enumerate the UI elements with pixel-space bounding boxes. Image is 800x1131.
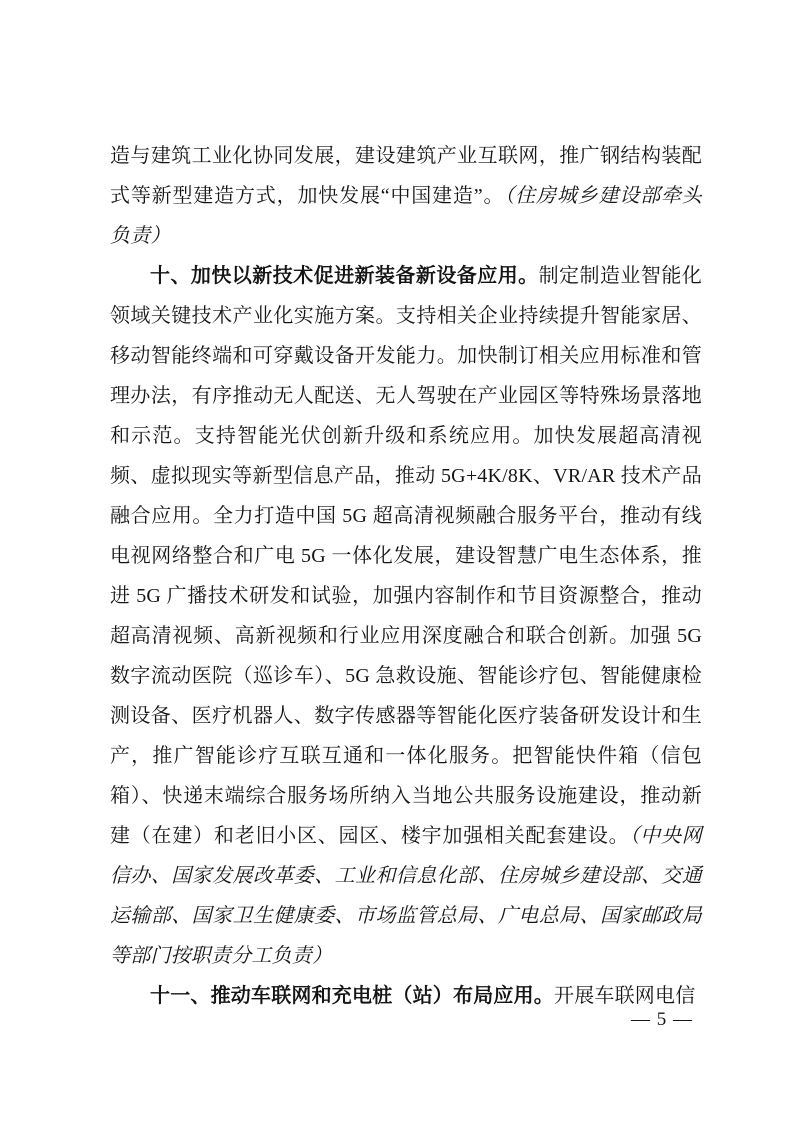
section-11-body-text: 开展车联网电信 (554, 985, 696, 1007)
section-10-responsible-departments-note: （中央网信办、国家发展改革委、工业和信息化部、住房城乡建设部、交通运输部、国家卫生健康委、市场监管总局、广电总局、国家邮政局等部门按职责分工负责） (110, 825, 702, 967)
body-paragraph-continued (110, 136, 702, 256)
section-10-paragraph (110, 256, 702, 976)
page-number: — 5 — (631, 1009, 693, 1030)
section-11-heading: 十一、推动车联网和充电桩（站）布局应用。 (150, 985, 554, 1007)
section-10-heading: 十、加快以新技术促进新装备新设备应用。 (150, 265, 539, 287)
text-block (110, 136, 702, 1016)
section-11-paragraph (110, 976, 702, 1016)
paragraph-text: 造与建筑工业化协同发展，建设建筑产业互联网，推广钢结构装配式等新型建造方式，加快发展“中国建造”。 (110, 145, 702, 207)
section-10-body-text: 制定制造业智能化领域关键技术产业化实施方案。支持相关企业持续提升智能家居、移动智能终端和可穿戴设备开发能力。加快制订相关应用标准和管理办法，有序推动无人配送、无人驾驶在产业园区等特殊场景落地和示范。支持智能光伏创新升级和系统应用。加快发展超高清视频、虚拟现实等新型信息产品，推动 5G+4K/8K、VR/AR 技术产品融合应用。全力打造中国 5G 超高清视频融合服务平台，推动有线电视网络整合和广电 5G 一体化发展，建设智慧广电生态体系，推进 5G 广播技术研发和试验，加强内容制作和节目资源整合，推动超高清视频、高新视频和行业应用深度融合和联合创新。加强 5G 数字流动医院（巡诊车）、5G 急救设施、智能诊疗包、智能健康检测设备、医疗机器人、数字传感器等智能化医疗装备研发设计和生产，推广智能诊疗互联互通和一体化服务。把智能快件箱（信包箱）、快递末端综合服务场所纳入当地公共服务设施建设，推动新建（在建）和老旧小区、园区、楼宇加强相关配套建设。 (110, 265, 702, 847)
responsible-department-note: （住房城乡建设部牵头负责） (110, 185, 703, 247)
